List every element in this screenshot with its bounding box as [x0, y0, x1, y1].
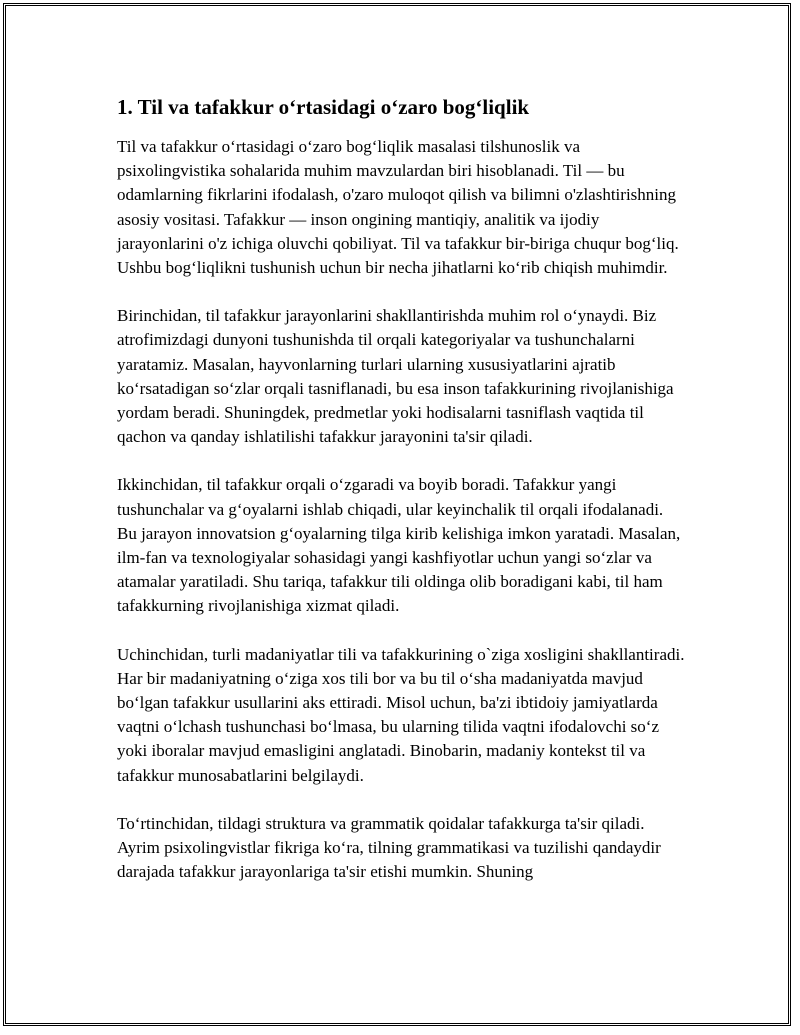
paragraph-second-point: Ikkinchidan, til tafakkur orqali o‘zgaradi va boyib boradi. Tafakkur yangi tushunchalar va g‘oyalarni ishlab chiqadi, ular keyinchalik til orqali ifodalanadi. Bu jarayon innovatsion g‘oyalarning tilga kirib kelishiga imkon yaratadi. Masalan, ilm-fan va texnologiyalar sohasidagi yangi kashfiyotlar uchun yangi so‘zlar va atamalar yaratiladi. Shu tariqa, tafakkur tili oldinga olib boradigani kabi, til ham tafakkurning rivojlanishiga xizmat qiladi. — [117, 475, 681, 616]
paragraph-fourth-point: To‘rtinchidan, tildagi struktura va grammatik qoidalar tafakkurga ta'sir qiladi. Ayrim psixolingvistlar fikriga ko‘ra, tilning grammatikasi va tuzilishi qandaydir darajada tafakkur jarayonlariga ta'sir etishi mumkin. Shuning — [117, 813, 661, 882]
paragraph-intro: Til va tafakkur o‘rtasidagi o‘zaro bog‘liqlik masalasi tilshunoslik va psixolingvistika sohalarida muhim mavzulardan biri hisoblanadi. Til — bu odamlarning fikrlarini ifodalash, o'zaro muloqot qilish va bilimni o'zlashtirishning asosiy vositasi. Tafakkur — inson ongining mantiqiy, analitik va ijodiy jarayonlarini o'z ichiga oluvchi qobiliyat. Til va tafakkur bir-biriga chuqur bog‘liq. Ushbu bog‘liqlikni tushunish uchun bir necha jihatlarni ko‘rib chiqish muhimdir. — [117, 137, 679, 278]
section-heading: 1. Til va tafakkur o‘rtasidagi o‘zaro bog‘liqlik — [117, 95, 530, 119]
paragraph-third-point: Uchinchidan, turli madaniyatlar tili va tafakkurining o`ziga xosligini shakllantiradi. Har bir madaniyatning o‘ziga xos tili bor va bu til o‘sha madaniyatda mavjud bo‘lgan tafakkur usullarini aks ettiradi. Misol uchun, ba'zi ibtidoiy jamiyatlarda vaqtni o‘lchash tushunchasi bo‘lmasa, bu ularning tilida vaqtni ifodalovchi so‘z yoki iboralar mavjud emasligini anglatadi. Binobarin, madaniy kontekst til va tafakkur munosabatlarini belgilaydi. — [117, 644, 685, 785]
paragraph-first-point: Birinchidan, til tafakkur jarayonlarini shakllantirishda muhim rol o‘ynaydi. Biz atrofimizdagi dunyoni tushunishda til orqali kategoriyalar va tushunchalarni yaratamiz. Masalan, hayvonlarning turlari ularning xususiyatlarini ajratib ko‘rsatadigan so‘zlar orqali tasniflanadi, bu esa inson tafakkurining rivojlanishiga yordam beradi. Shuningdek, predmetlar yoki hodisalarni tasniflash vaqtida til qachon va qanday ishlatilishi tafakkur jarayonini ta'sir qiladi. — [117, 306, 674, 447]
document-body — [117, 93, 687, 908]
